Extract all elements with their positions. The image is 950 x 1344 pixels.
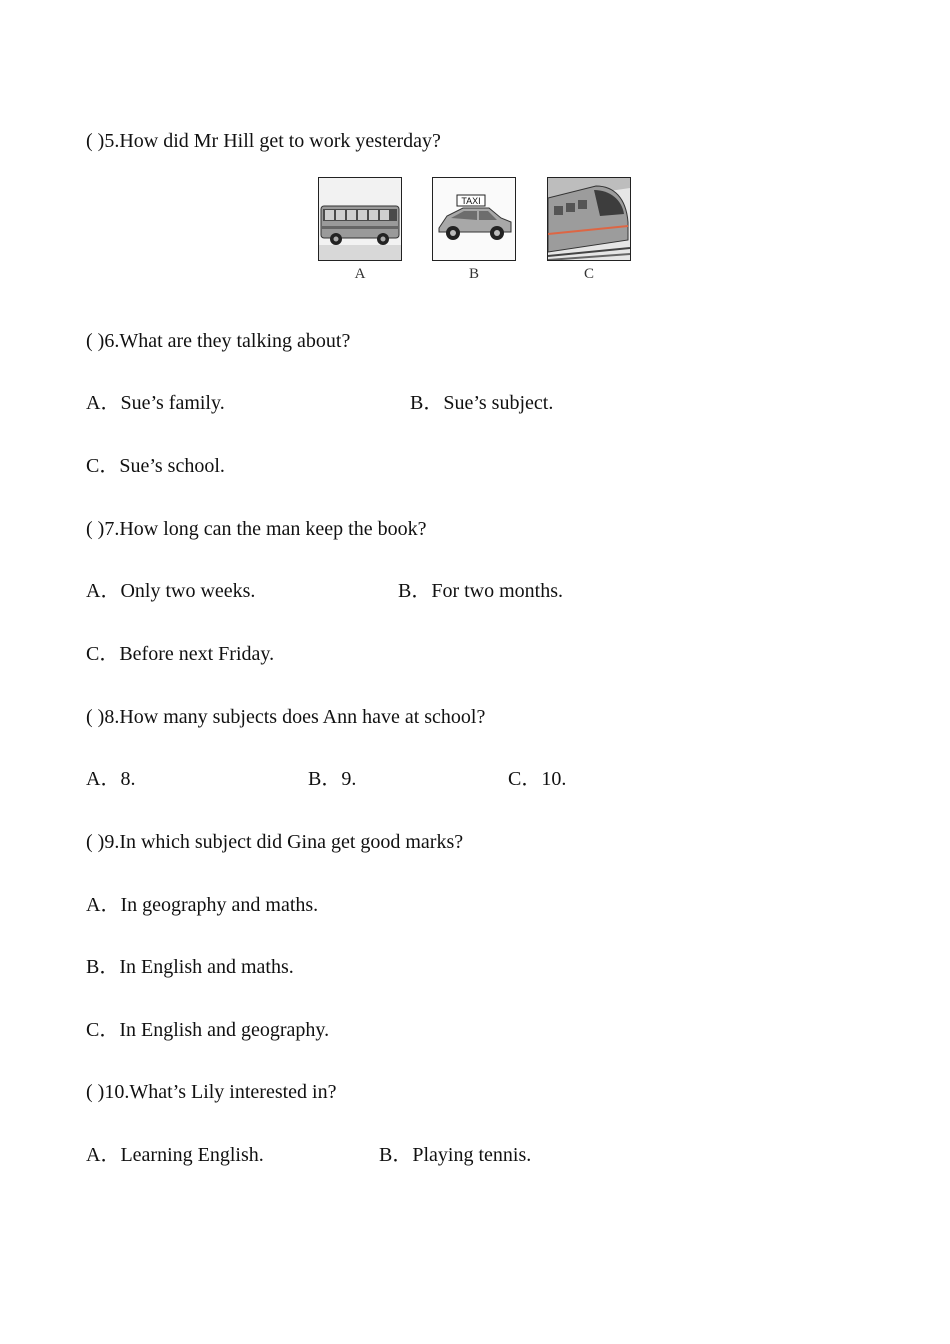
q7-option-a: A．Only two weeks.	[86, 580, 256, 602]
train-icon	[548, 178, 630, 260]
taxi-icon	[433, 178, 515, 260]
q7-option-c: C．Before next Friday.	[86, 643, 275, 665]
q8-option-b: B．9.	[308, 768, 357, 790]
q8-option-a: A．8.	[86, 768, 136, 790]
question-6: ( )6.What are they talking about?	[86, 330, 351, 352]
question-10: ( )10.What’s Lily interested in?	[86, 1081, 337, 1103]
q6-option-a: A．Sue’s family.	[86, 392, 225, 414]
picture-a-bus	[318, 177, 402, 261]
question-9: ( )9.In which subject did Gina get good marks?	[86, 831, 464, 853]
picture-c-train	[547, 177, 631, 261]
q6-option-b: B．Sue’s subject.	[410, 392, 554, 414]
picture-label-c: C	[583, 266, 594, 282]
picture-label-a: A	[354, 266, 366, 282]
bus-icon	[319, 178, 401, 260]
q8-option-c: C．10.	[508, 768, 567, 790]
q6-option-c: C．Sue’s school.	[86, 455, 225, 477]
picture-label-b: B	[468, 266, 479, 282]
q9-option-c: C．In English and geography.	[86, 1019, 330, 1041]
taxi-sign-text: TAXI	[461, 196, 481, 206]
q7-option-b: B．For two months.	[398, 580, 564, 602]
q9-option-b: B．In English and maths.	[86, 956, 294, 978]
q10-option-a: A．Learning English.	[86, 1144, 264, 1166]
picture-b-taxi	[432, 177, 516, 261]
q9-option-a: A．In geography and maths.	[86, 894, 319, 916]
question-8: ( )8.How many subjects does Ann have at school?	[86, 706, 486, 728]
question-7: ( )7.How long can the man keep the book?	[86, 518, 427, 540]
q10-option-b: B．Playing tennis.	[379, 1144, 532, 1166]
question-5: ( )5.How did Mr Hill get to work yesterday?	[86, 130, 441, 152]
